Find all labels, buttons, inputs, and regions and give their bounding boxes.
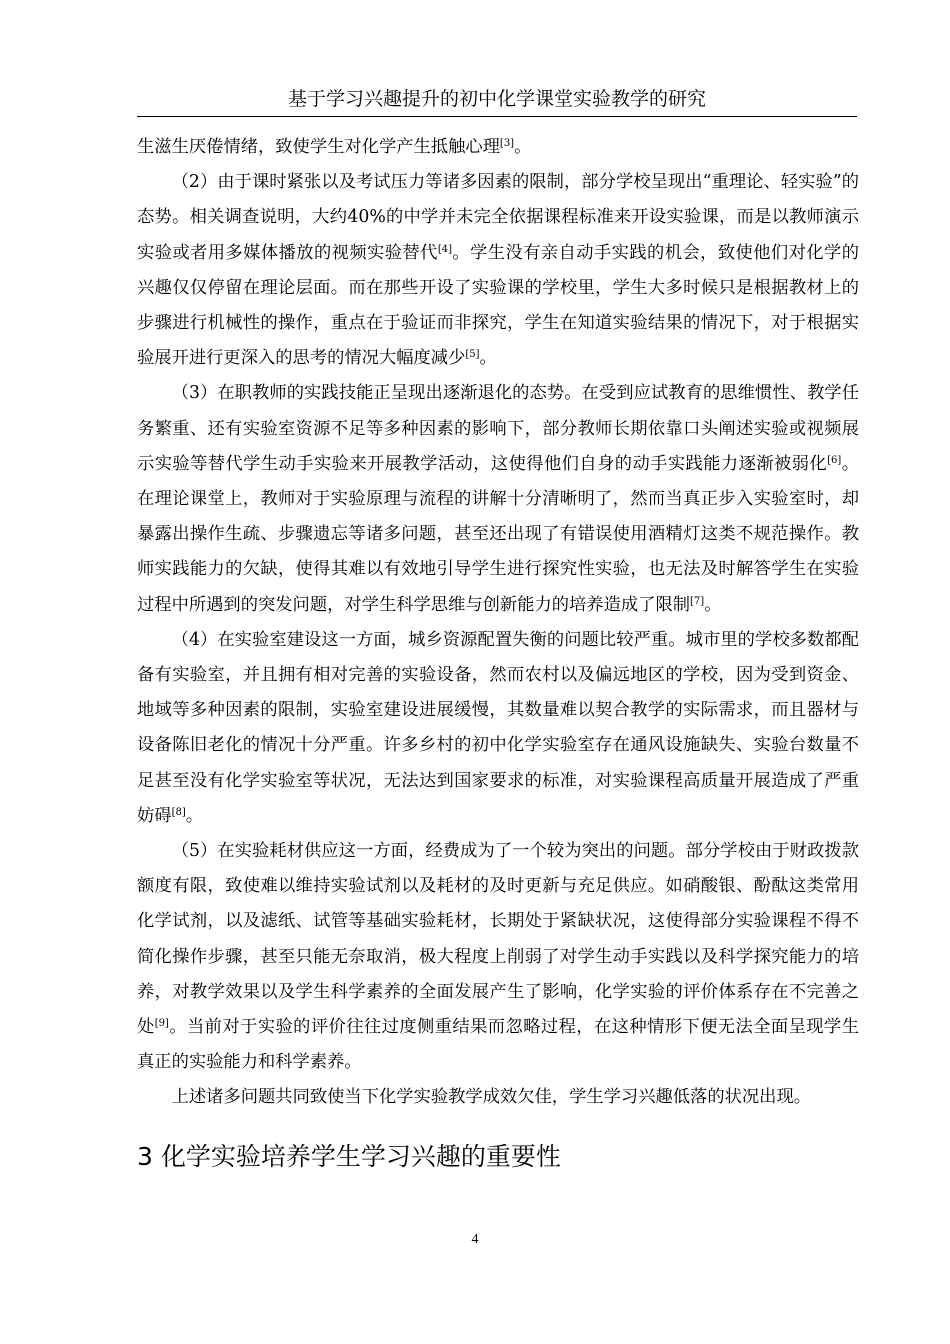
body-text (137, 130, 859, 1116)
section-heading: 3 化学实验培养学生学习兴趣的重要性 (137, 1142, 561, 1171)
paragraph-item-4 (137, 623, 859, 834)
paragraph-text: 生滋生厌倦情绪，致使学生对化学产生抵触心理 (137, 137, 500, 157)
paragraph-tail: 。 (479, 348, 497, 369)
paragraph-text: 上述诸多问题共同致使当下化学实验教学成效欠佳，学生学习兴趣低落的状况出现。 (171, 1087, 812, 1108)
paragraph-continuation (137, 130, 859, 165)
paragraph-tail: 。当前对于实验的评价往往过度侧重结果而忽略过程，在这种情形下便无法全面呈现学生真正的实验能力和科学素养。 (137, 1017, 859, 1073)
citation-ref: [3] (499, 138, 515, 149)
citation-ref: [8] (171, 806, 186, 818)
citation-ref: [7] (690, 595, 705, 607)
paragraph-summary (137, 1080, 859, 1115)
citation-ref: [5] (465, 349, 480, 361)
running-header: 基于学习兴趣提升的初中化学课堂实验教学的研究 (137, 86, 857, 117)
paragraph-item-3 (137, 376, 859, 622)
paragraph-tail: 。在理论课堂上，教师对于实验原理与流程的讲解十分清晰明了，然而当真正步入实验室时，却暴露出操作生疏、步骤遗忘等诸多问题，甚至还出现了有错误使用酒精灯这类不规范操作。教师实践能力的欠缺，使得其难以有效地引导学生进行探究性实验，也无法及时解答学生在实验过程中所遇到的突发问题，对学生科学思维与创新能力的培养造成了限制 (137, 453, 859, 615)
paragraph-text: （3）在职教师的实践技能正呈现出逐渐退化的态势。在受到应试教育的思维惯性、教学任务繁重、还有实验室资源不足等多种因素的影响下，部分教师长期依靠口头阐述实验或视频展示实验等替代学生动手实验来开展教学活动，这使得他们自身的动手实践能力逐渐被弱化 (137, 383, 859, 474)
paragraph-text: （2）由于课时紧张以及考试压力等诸多因素的限制，部分学校呈现出“重理论、轻实验”的态势。相关调查说明，大约40%的中学并未完全依据课程标准来开设实验课，而是以教师演示实验或者用多媒体播放的视频实验替代 (137, 172, 859, 263)
paragraph-text: （5）在实验耗材供应这一方面，经费成为了一个较为突出的问题。部分学校由于财政拨款额度有限，致使难以维持实验试剂以及耗材的及时更新与充足供应。如硝酸银、酚酞这类常用化学试剂，以及滤纸、试管等基础实验耗材，长期处于紧缺状况，这使得部分实验课程不得不简化操作步骤，甚至只能无奈取消，极大程度上削弱了对学生动手实践以及科学探究能力的培养，对教学效果以及学生科学素养的全面发展产生了影响，化学实验的评价体系存在不完善之处 (137, 841, 859, 1038)
citation-ref: [9] (154, 1018, 169, 1030)
paragraph-item-5 (137, 834, 859, 1080)
paragraph-tail: 。学生没有亲自动手实践的机会，致使他们对化学的兴趣仅仅停留在理论层面。而在那些开设了实验课的学校里，学生大多时候只是根据教材上的步骤进行机械性的操作，重点在于验证而非探究，学生在知道实验结果的情况下，对于根据实验展开进行更深入的思考的情况大幅度减少 (137, 242, 859, 369)
page-number: 4 (471, 1232, 479, 1247)
citation-ref: [6] (827, 454, 842, 466)
paragraph-text: （4）在实验室建设这一方面，城乡资源配置失衡的问题比较严重。城市里的学校多数都配备有实验室，并且拥有相对完善的实验设备，然而农村以及偏远地区的学校，因为受到资金、地域等多种因素的限制，实验室建设进展缓慢，其数量难以契合教学的实际需求，而且器材与设备陈旧老化的情况十分严重。许多乡村的初中化学实验室存在通风设施缺失、实验台数量不足甚至没有化学实验室等状况，无法达到国家要求的标准，对实验课程高质量开展造成了严重妨碍 (137, 629, 859, 826)
paragraph-item-2 (137, 165, 859, 376)
paragraph-tail: 。 (704, 594, 722, 615)
citation-ref: [4] (437, 243, 452, 255)
paragraph-tail: 。 (185, 805, 204, 826)
paragraph-tail: 。 (514, 137, 532, 157)
